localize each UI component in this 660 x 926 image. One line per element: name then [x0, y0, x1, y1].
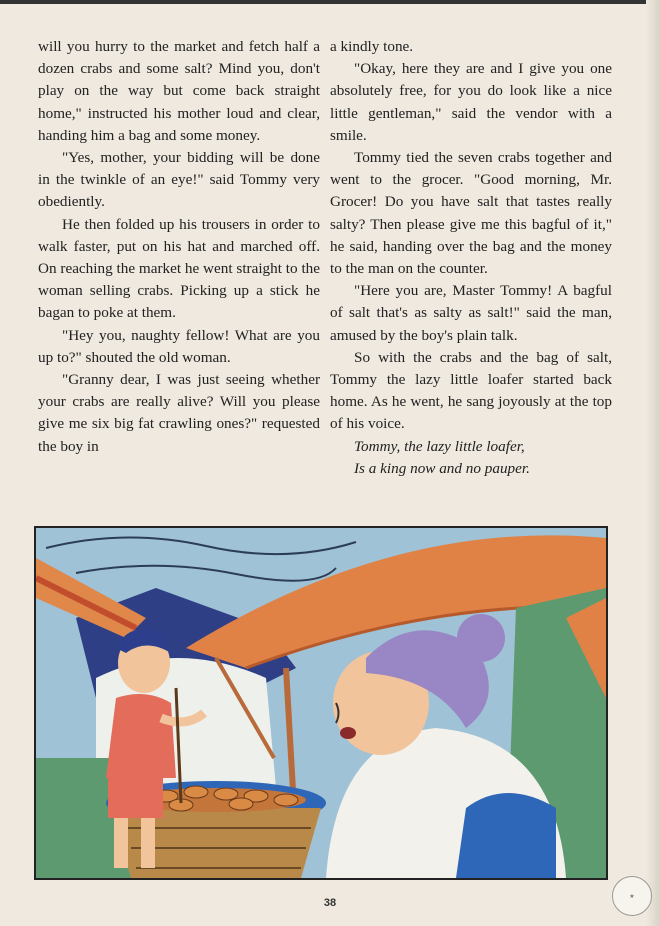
paragraph: will you hurry to the market and fetch half a dozen crabs and some salt? Mind you, don't play on the way but come back straight home," instructed his mother loud and clear, handing him a bag and some money. [38, 38, 320, 144]
paragraph: "Hey you, naughty fellow! What are you up to?" shouted the old woman. [38, 326, 320, 366]
story-illustration [34, 526, 608, 880]
paragraph: "Granny dear, I was just seeing whether your crabs are really alive? Will you please give me six big fat crawling ones?" requested the boy in [38, 371, 320, 455]
paragraph: "Yes, mother, your bidding will be done in the twinkle of an eye!" said Tommy very obediently. [38, 149, 320, 211]
paragraph: "Here you are, Master Tommy! A bagful of salt that's as salty as salt!" said the man, amused by the boy's plain talk. [330, 282, 612, 344]
poem-line: Is a king now and no pauper. [354, 459, 530, 477]
paragraph: So with the crabs and the bag of salt, Tommy the lazy little loafer started back home. As he went, he sang joyously at the top of his voice. [330, 348, 612, 433]
library-stamp-icon: ★ [612, 876, 652, 916]
poem-line: Tommy, the lazy little loafer, [354, 437, 525, 455]
paragraph: He then folded up his trousers in order to walk faster, put on his hat and marched off. On reaching the market he went straight to the woman selling crabs. Picking up a stick he bagan to poke at them. [38, 215, 320, 322]
paragraph: "Okay, here they are and I give you one absolutely free, for you do look like a nice little gentleman," said the vendor with a smile. [330, 60, 612, 144]
page-number: 38 [323, 897, 337, 909]
page-edge-shadow [646, 0, 660, 926]
right-text-column [330, 36, 612, 480]
paragraph: Tommy tied the seven crabs together and went to the grocer. "Good morning, Mr. Grocer! Do you have salt that tastes really salty? Then please give me this bagful of it," he said, handing over the bag and the money to the man on the counter. [330, 149, 612, 278]
top-border [0, 0, 660, 4]
paragraph: a kindly tone. [330, 38, 414, 55]
left-text-column [38, 36, 320, 458]
